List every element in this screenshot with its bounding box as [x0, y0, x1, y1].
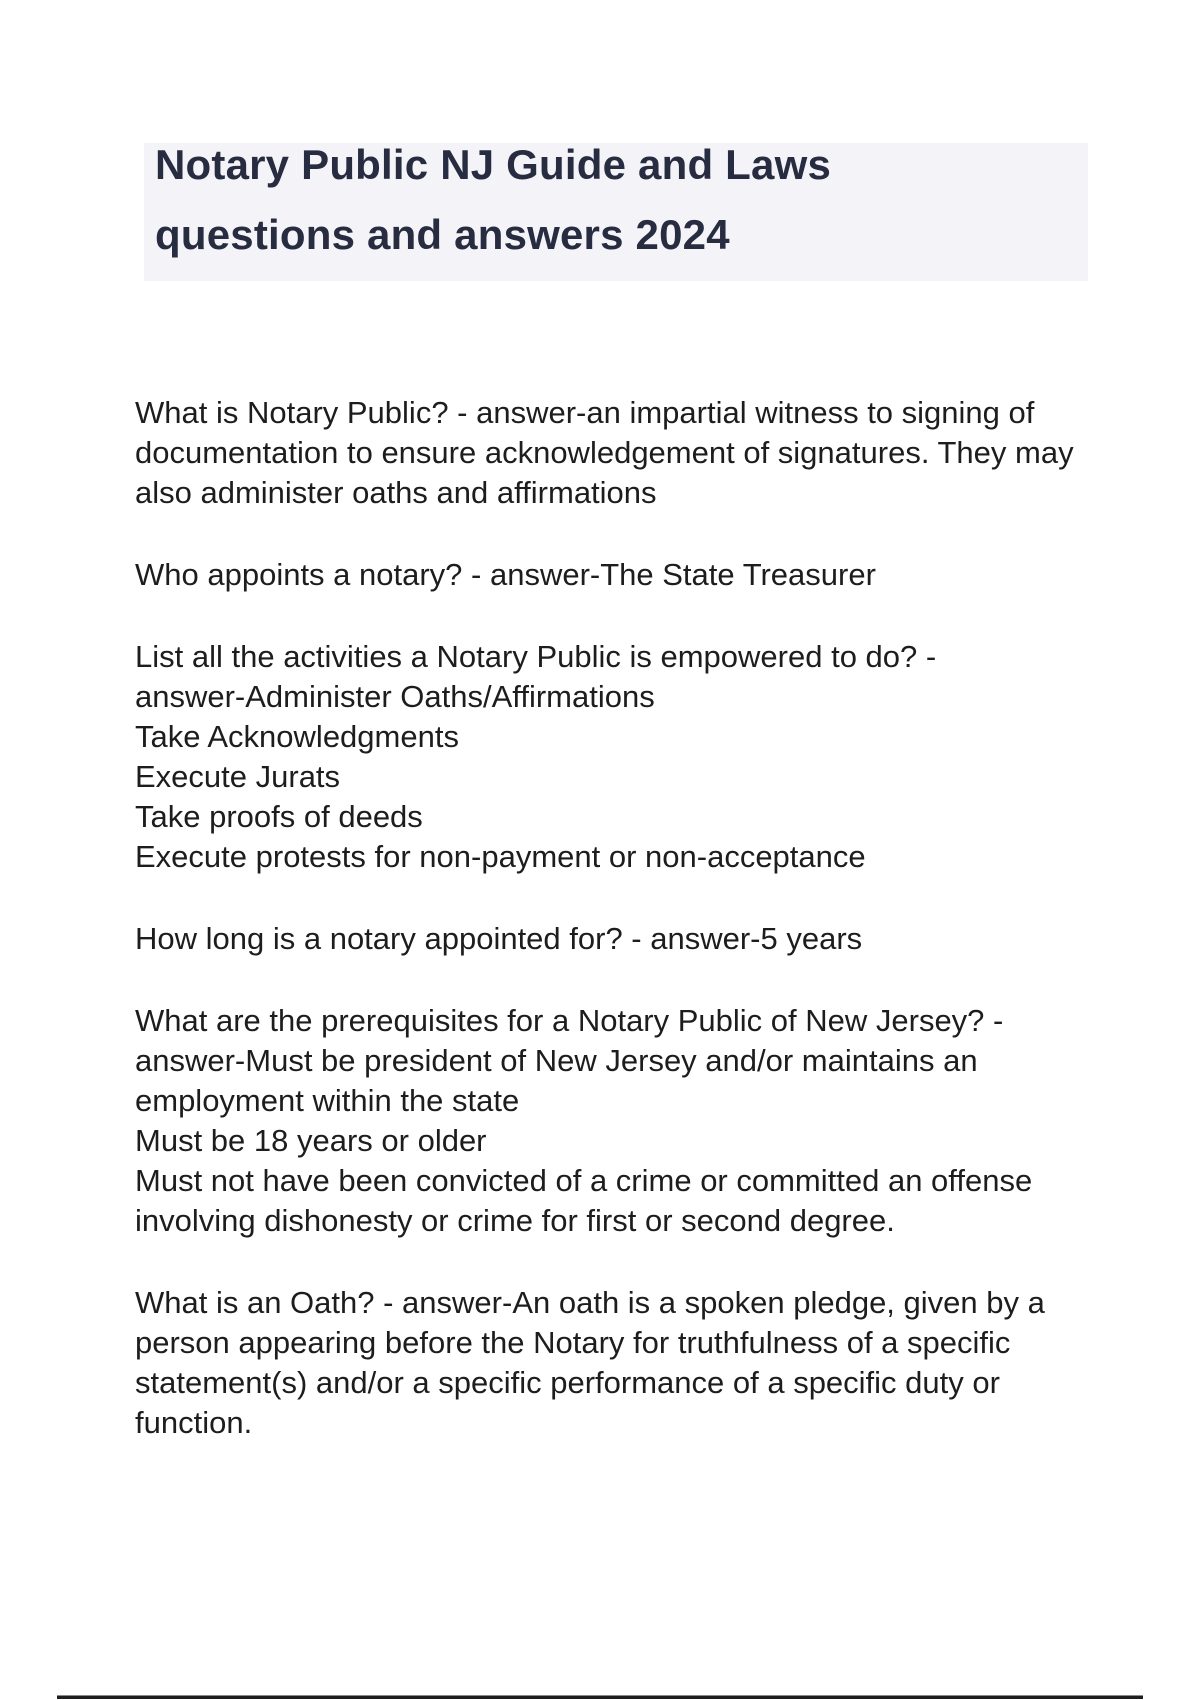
qa-paragraph-appointment-length: [135, 919, 1135, 959]
page-bottom-divider: [57, 1695, 1143, 1699]
qa-paragraph-notary-activities: [135, 637, 1135, 877]
qa-line: List all the activities a Notary Public is empowered to do? -: [135, 639, 937, 674]
qa-line: Take proofs of deeds: [135, 799, 423, 834]
qa-line: What is Notary Public? - answer-an impartial witness to signing of: [135, 395, 1035, 430]
qa-line: Execute protests for non-payment or non-acceptance: [135, 839, 866, 874]
qa-line: person appearing before the Notary for truthfulness of a specific: [135, 1325, 1011, 1360]
qa-paragraph-what-is-oath: [135, 1283, 1135, 1443]
qa-line: function.: [135, 1405, 253, 1440]
qa-line: What is an Oath? - answer-An oath is a spoken pledge, given by a: [135, 1285, 1045, 1320]
qa-paragraph-what-is-notary-public: [135, 393, 1135, 513]
qa-line: answer-Must be president of New Jersey and/or maintains an: [135, 1043, 978, 1078]
qa-line: also administer oaths and affirmations: [135, 475, 657, 510]
title-line: questions and answers 2024: [155, 211, 730, 258]
qa-paragraph-prerequisites: [135, 1001, 1135, 1241]
qa-paragraph-who-appoints-notary: [135, 555, 1135, 595]
qa-line: Must not have been convicted of a crime or committed an offense: [135, 1163, 1033, 1198]
document-title-block: [144, 143, 1088, 281]
title-line: Notary Public NJ Guide and Laws: [155, 141, 832, 188]
qa-line: Take Acknowledgments: [135, 719, 459, 754]
qa-line: employment within the state: [135, 1083, 520, 1118]
qa-line: Who appoints a notary? - answer-The State Treasurer: [135, 557, 876, 592]
qa-line: Must be 18 years or older: [135, 1123, 487, 1158]
document-body: [135, 393, 1135, 1443]
qa-line: answer-Administer Oaths/Affirmations: [135, 679, 655, 714]
qa-line: How long is a notary appointed for? - answer-5 years: [135, 921, 863, 956]
qa-line: statement(s) and/or a specific performance of a specific duty or: [135, 1365, 1000, 1400]
document-title: [155, 130, 1088, 270]
qa-line: What are the prerequisites for a Notary Public of New Jersey? -: [135, 1003, 1004, 1038]
qa-line: Execute Jurats: [135, 759, 341, 794]
qa-line: involving dishonesty or crime for first or second degree.: [135, 1203, 895, 1238]
qa-line: documentation to ensure acknowledgement of signatures. They may: [135, 435, 1074, 470]
